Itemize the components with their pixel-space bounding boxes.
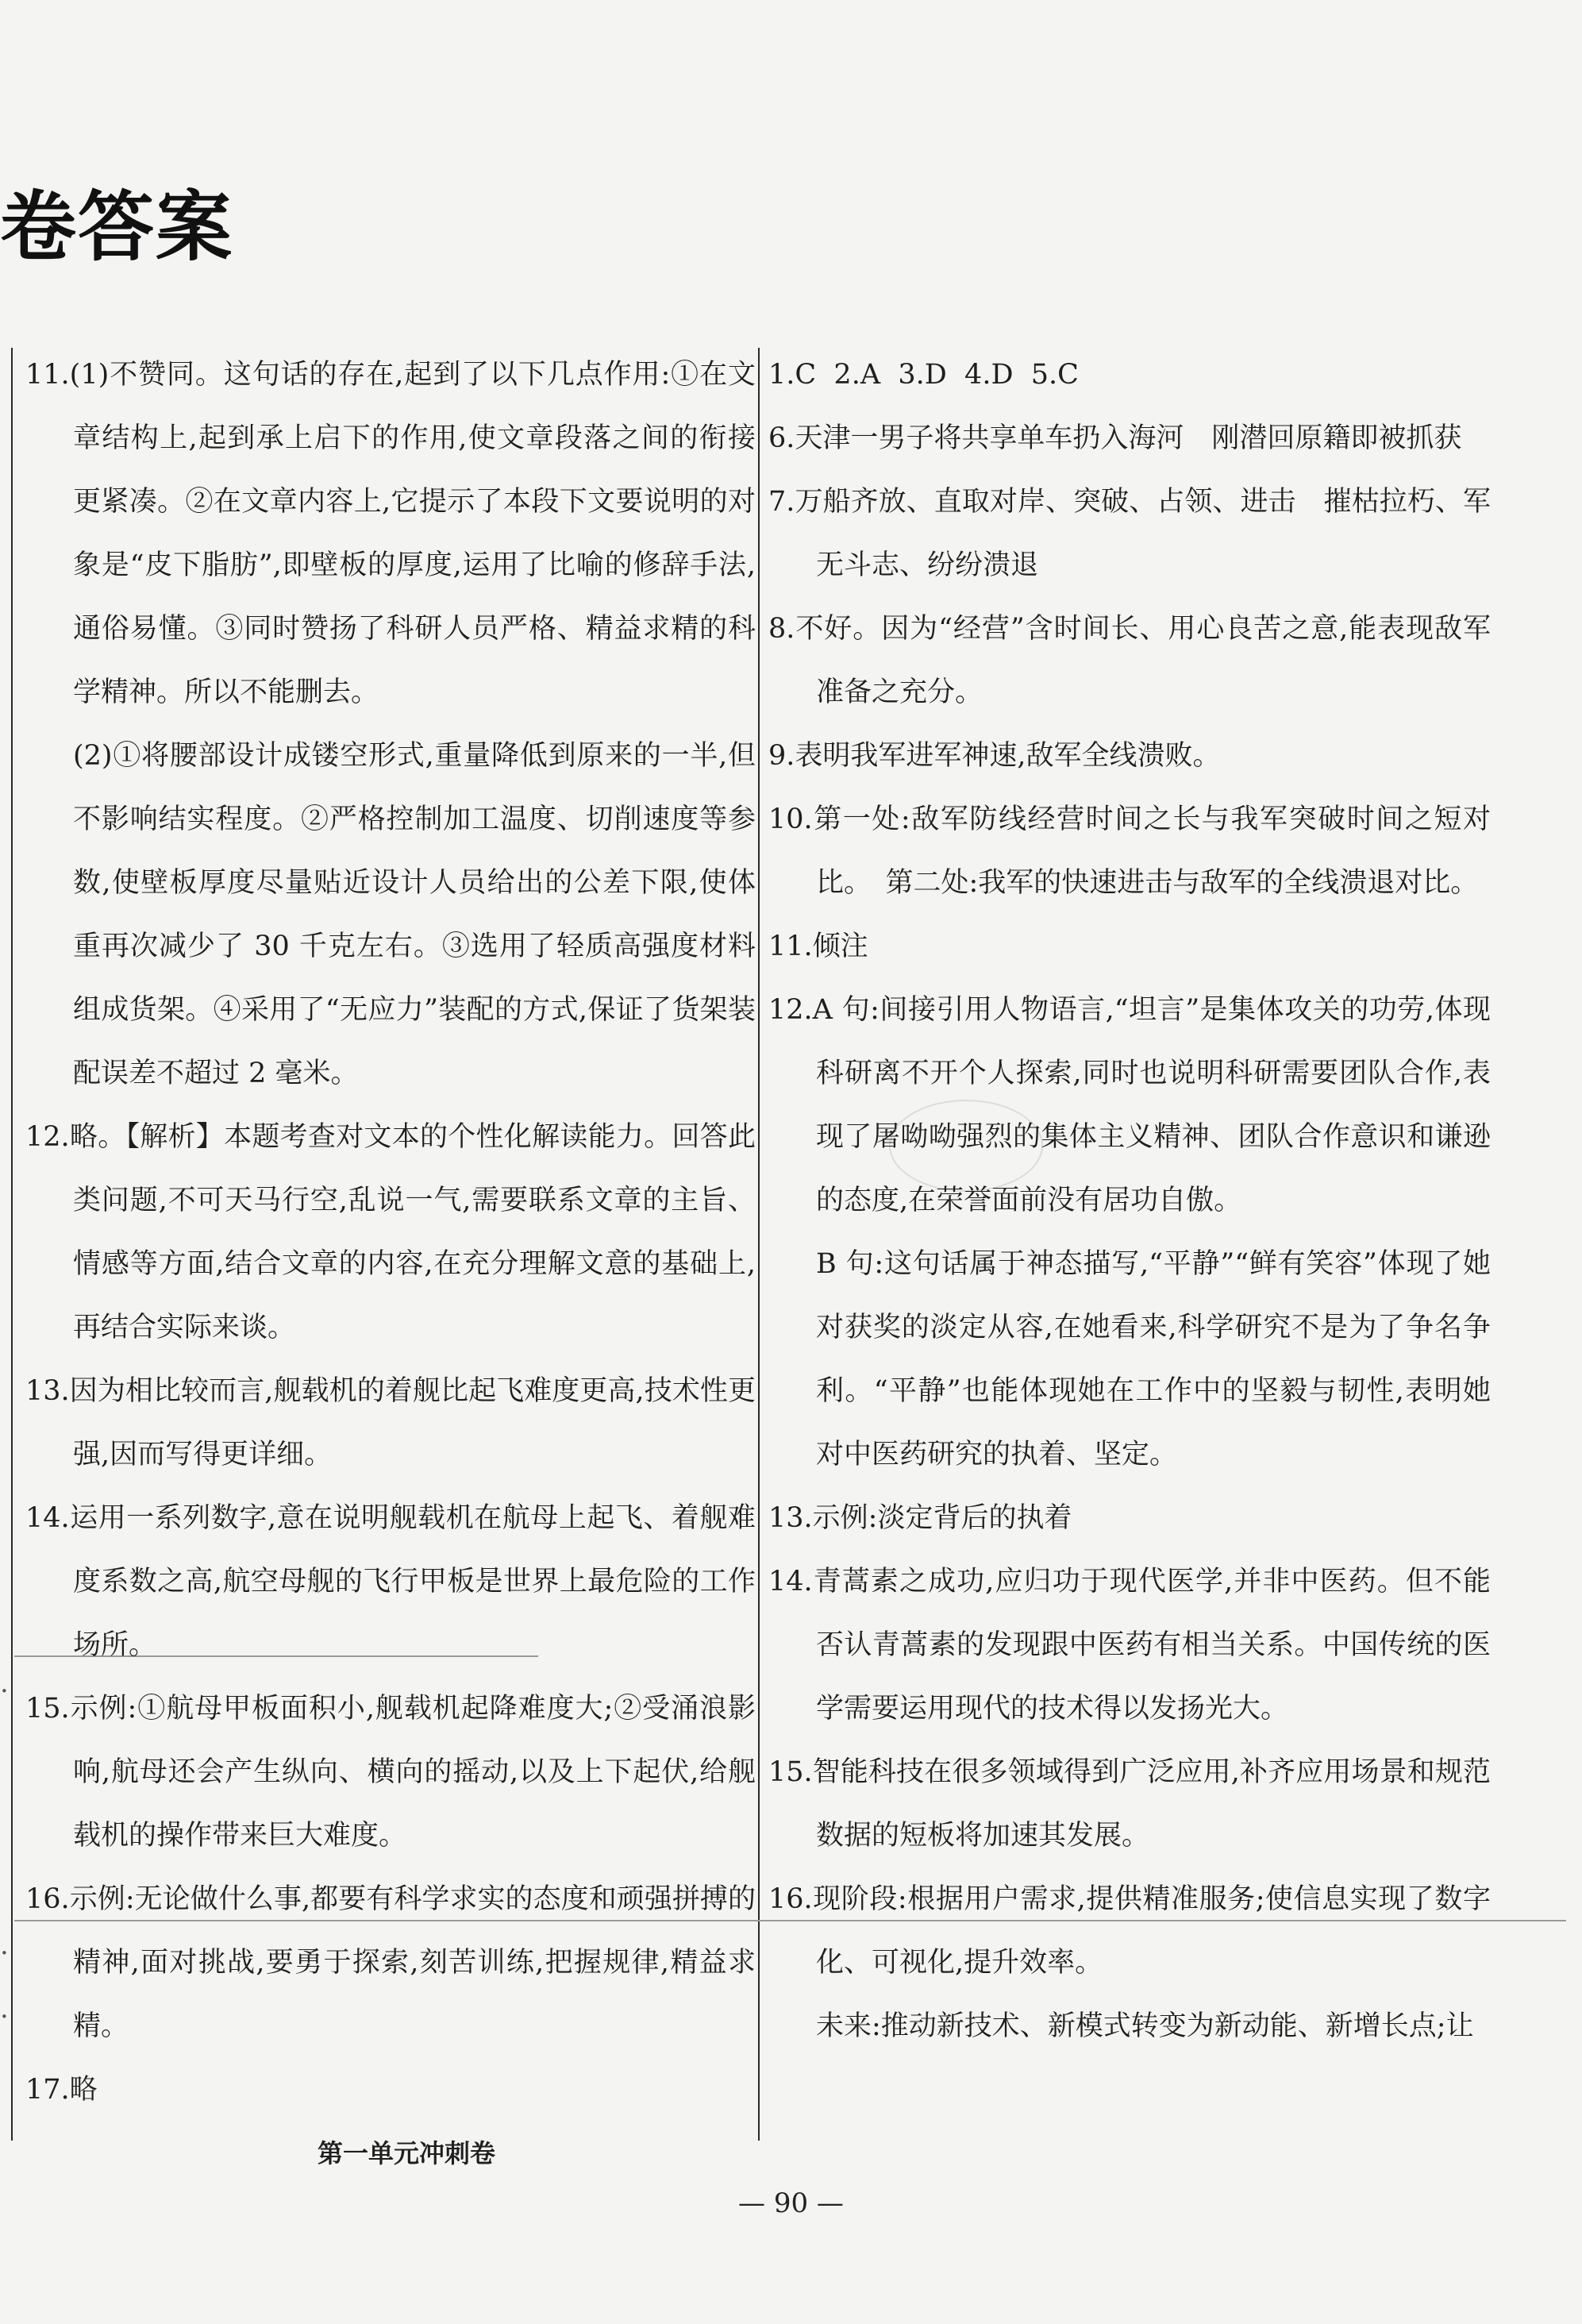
edge-mark: · bbox=[0, 1675, 9, 1707]
answer-item: 9.表明我军进军神速,敌军全线溃败。 bbox=[768, 740, 1221, 772]
section-title: 第一单元冲刺卷 bbox=[317, 2138, 495, 2168]
answer-item: 6.天津一男子将共享单车扔入海河 刚潜回原籍即被抓获 bbox=[768, 422, 1462, 454]
answer-item: 11.倾注 bbox=[768, 931, 868, 962]
page-heading: 卷答案 bbox=[0, 183, 233, 272]
answer-item: 14.运用一系列数字,意在说明舰载机在航母上起飞、着舰难度系数之高,航空母舰的飞行甲板是世界上最危险的工作场所。 bbox=[25, 1502, 756, 1661]
answer-item: (2)①将腰部设计成镂空形式,重量降低到原来的一半,但不影响结实程度。②严格控制加工温度、切削速度等参数,使壁板厚度尽量贴近设计人员给出的公差下限,使体重再次减少了 30 千克左右。③选用了轻质高强度材料组成货架。④采用了“无应力”装配的方式,保证了货架装配误差不超过 2 毫米。 bbox=[73, 740, 756, 1089]
answer-item: 15.示例:①航母甲板面积小,舰载机起降难度大;②受涌浪影响,航母还会产生纵向、横向的摇动,以及上下起伏,给舰载机的操作带来巨大难度。 bbox=[25, 1693, 756, 1852]
answer-item: 12.略。【解析】本题考查对文本的个性化解读能力。回答此类问题,不可天马行空,乱说一气,需要联系文章的主旨、情感等方面,结合文章的内容,在充分理解文意的基础上,再结合实际来谈。 bbox=[25, 1121, 756, 1343]
answer-item: 8.不好。因为“经营”含时间长、用心良苦之意,能表现敌军准备之充分。 bbox=[768, 613, 1491, 708]
page-number: — 90 — bbox=[738, 2187, 844, 2219]
answer-item: 12.A 句:间接引用人物语言,“坦言”是集体攻关的功劳,体现科研离不开个人探索,同时也说明科研需要团队合作,表现了屠呦呦强烈的集体主义精神、团队合作意识和谦逊的态度,在荣誉面前没有居功自傲。 bbox=[768, 994, 1491, 1216]
left-column bbox=[25, 343, 756, 2185]
answer-item: 14.青蒿素之成功,应归功于现代医学,并非中医药。但不能否认青蒿素的发现跟中医药有相当关系。中国传统的医学需要运用现代的技术得以发扬光大。 bbox=[768, 1566, 1491, 1725]
answer-item: 16.示例:无论做什么事,都要有科学求实的态度和顽强拼搏的精神,面对挑战,要勇于探索,刻苦训练,把握规律,精益求精。 bbox=[25, 1883, 756, 2042]
answer-item: 11.(1)不赞同。这句话的存在,起到了以下几点作用:①在文章结构上,起到承上启下的作用,使文章段落之间的衔接更紧凑。②在文章内容上,它提示了本段下文要说明的对象是“皮下脂肪”,即壁板的厚度,运用了比喻的修辞手法,通俗易懂。③同时赞扬了科研人员严格、精益求精的科学精神。所以不能删去。 bbox=[25, 359, 756, 708]
answer-item: 10.第一处:敌军防线经营时间之长与我军突破时间之短对比。 第二处:我军的快速进击与敌军的全线溃退对比。 bbox=[768, 804, 1491, 899]
left-column-border bbox=[11, 348, 13, 2141]
answer-item: 17.略 bbox=[25, 2074, 98, 2106]
answer-item: 16.现阶段:根据用户需求,提供精准服务;使信息实现了数字化、可视化,提升效率。 bbox=[768, 1883, 1491, 1979]
answer-item: 13.因为相比较而言,舰载机的着舰比起飞难度更高,技术性更强,因而写得更详细。 bbox=[25, 1375, 756, 1470]
answer-item: 13.示例:淡定背后的执着 bbox=[768, 1502, 1072, 1534]
column-divider bbox=[758, 348, 760, 2141]
edge-mark: · bbox=[0, 1937, 9, 1969]
edge-mark: · bbox=[0, 2001, 9, 2033]
answer-item: 未来:推动新技术、新模式转变为新动能、新增长点;让 bbox=[816, 2010, 1474, 2042]
right-column bbox=[768, 343, 1491, 2058]
answer-item: 7.万船齐放、直取对岸、突破、占领、进击 摧枯拉朽、军无斗志、纷纷溃退 bbox=[768, 486, 1491, 581]
mcq-answers: 1.C 2.A 3.D 4.D 5.C bbox=[768, 359, 1079, 391]
answer-item: 15.智能科技在很多领域得到广泛应用,补齐应用场景和规范数据的短板将加速其发展。 bbox=[768, 1756, 1491, 1852]
answer-item: B 句:这句话属于神态描写,“平静”“鲜有笑容”体现了她对获奖的淡定从容,在她看来,科学研究不是为了争名争利。“平静”也能体现她在工作中的坚毅与韧性,表明她对中医药研究的执着、坚定。 bbox=[816, 1248, 1491, 1470]
